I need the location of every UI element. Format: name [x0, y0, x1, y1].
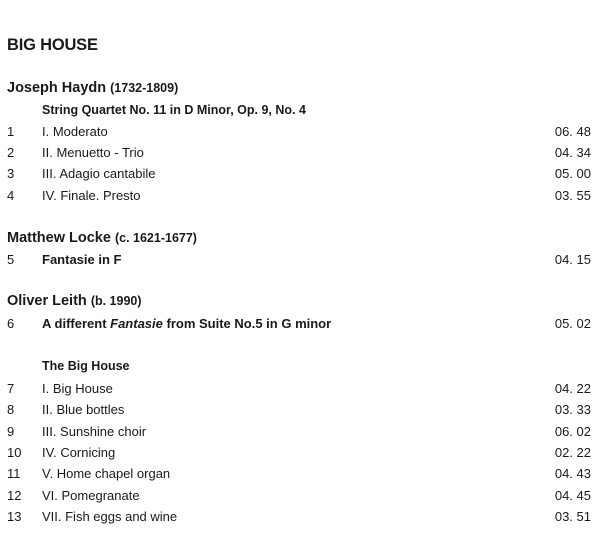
track-duration: 04. 34 — [554, 145, 591, 160]
track-title: I. Big House — [42, 381, 113, 396]
composer-heading-locke — [7, 230, 197, 246]
composer-dates: (c. 1621-1677) — [114, 231, 197, 245]
composer-dates: (1732-1809) — [110, 81, 179, 95]
track-title: Fantasie in F — [42, 252, 122, 267]
track-duration: 05. 00 — [554, 166, 591, 181]
track-row — [0, 188, 600, 208]
track-row — [0, 316, 600, 336]
track-title-italic: Fantasie — [110, 316, 163, 331]
composer-heading-haydn — [7, 80, 178, 96]
work-title: String Quartet No. 11 in D Minor, Op. 9, No. 4 — [42, 103, 306, 117]
track-title — [42, 316, 331, 331]
track-row — [0, 252, 600, 272]
work-title: The Big House — [42, 359, 130, 373]
track-row — [0, 402, 600, 422]
track-row — [0, 424, 600, 444]
track-row — [0, 488, 600, 508]
track-number: 5 — [7, 252, 15, 267]
track-title: IV. Cornicing — [42, 445, 116, 460]
track-duration: 04. 43 — [554, 466, 591, 481]
track-title: III. Adagio cantabile — [42, 166, 156, 181]
track-number: 1 — [7, 124, 15, 139]
track-title: III. Sunshine choir — [42, 424, 147, 439]
track-title: II. Blue bottles — [42, 402, 125, 417]
track-number: 3 — [7, 166, 15, 181]
track-duration: 04. 15 — [554, 252, 591, 267]
track-title: I. Moderato — [42, 124, 108, 139]
composer-name: Oliver Leith — [7, 293, 87, 309]
composer-name: Joseph Haydn — [7, 80, 107, 96]
track-title: V. Home chapel organ — [42, 466, 171, 481]
track-duration: 02. 22 — [554, 445, 591, 460]
track-title-part: from Suite No.5 in G minor — [162, 316, 332, 331]
track-duration: 06. 02 — [554, 424, 591, 439]
track-number: 7 — [7, 381, 15, 396]
track-number: 6 — [7, 316, 15, 331]
track-row — [0, 445, 600, 465]
track-number: 9 — [7, 424, 15, 439]
track-number: 2 — [7, 145, 15, 160]
album-title: BIG HOUSE — [7, 36, 98, 54]
track-duration: 04. 22 — [554, 381, 591, 396]
composer-dates: (b. 1990) — [90, 294, 142, 308]
track-row — [0, 124, 600, 144]
track-number: 13 — [7, 509, 22, 524]
track-duration: 03. 55 — [554, 188, 591, 203]
track-duration: 05. 02 — [554, 316, 591, 331]
track-title: VI. Pomegranate — [42, 488, 140, 503]
track-title: VII. Fish eggs and wine — [42, 509, 178, 524]
track-duration: 03. 51 — [554, 509, 591, 524]
composer-heading-leith — [7, 293, 142, 309]
track-row — [0, 145, 600, 165]
track-duration: 04. 45 — [554, 488, 591, 503]
track-number: 4 — [7, 188, 15, 203]
track-title: II. Menuetto - Trio — [42, 145, 144, 160]
track-row — [0, 509, 600, 529]
track-number: 10 — [7, 445, 22, 460]
track-number: 8 — [7, 402, 15, 417]
track-number: 11 — [7, 466, 21, 481]
track-row — [0, 381, 600, 401]
track-row — [0, 466, 600, 486]
track-title-part: A different — [42, 316, 111, 331]
composer-name: Matthew Locke — [7, 230, 111, 246]
track-duration: 03. 33 — [554, 402, 591, 417]
track-duration: 06. 48 — [554, 124, 591, 139]
track-number: 12 — [7, 488, 22, 503]
track-row — [0, 166, 600, 186]
track-title: IV. Finale. Presto — [42, 188, 141, 203]
